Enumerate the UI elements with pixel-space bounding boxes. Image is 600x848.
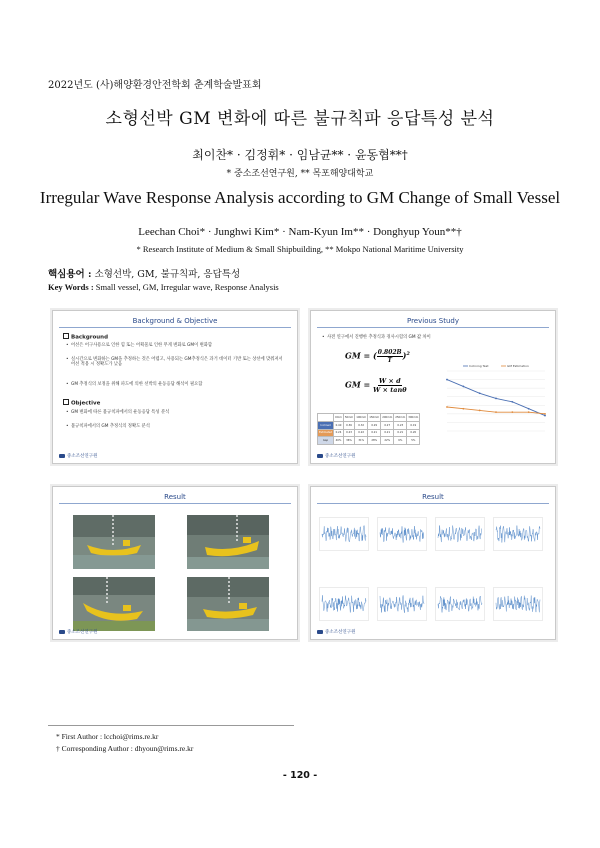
gm-comparison-table: 0mm 50mm 100mm 150mm 200mm 250mm 300mm Inclined 0.40 0.36 0.32 0.29 0.27 0.23 0.19 Estimated 0.24 0.23 0.22 0.21 0.21 0.21 0.20 Gap 40% 36% 31% 28% 22% 9% 5% (317, 413, 420, 445)
slide-logo: 중소조선연구원 (59, 453, 97, 459)
slide-title: Previous Study (406, 317, 460, 325)
english-authors: Leechan Choi* · Junghwi Kim* · Nam-Kyun Im** · Donghyup Youn**† (138, 226, 462, 238)
korean-keywords (48, 266, 240, 280)
conference-header: 2022년도 (사)해양환경안전학회 춘계학술발표회 (48, 80, 262, 91)
wave-response-plot (377, 587, 427, 621)
korean-affiliation: * 중소조선연구원, ** 목포해양대학교 (226, 169, 374, 179)
legend-entry: Inclining Test (469, 364, 489, 368)
slide-title: Result (164, 493, 186, 501)
slide-result-photos (52, 486, 298, 640)
plot-frame (378, 518, 427, 551)
data-point (511, 411, 513, 413)
korean-keywords-label: 핵심용어 : (48, 269, 92, 280)
data-point (446, 379, 448, 381)
model-ship-photo (73, 577, 155, 631)
data-point (479, 392, 481, 394)
logo-icon (317, 454, 323, 458)
model-ship-photo (187, 577, 269, 631)
list-item: • GM 추정식의 보정을 위해 파도에 의한 선박의 운동응답 해석이 필요함 (71, 382, 286, 387)
data-point (462, 408, 464, 410)
model-ship-photo (73, 515, 155, 569)
slide-rule (59, 327, 291, 328)
slide-previous-study (310, 310, 556, 464)
list-item: • 어선은 어구사용으로 인한 힘 또는 어획물로 인한 무게 변화로 GM이 변화함 (71, 343, 286, 348)
logo-icon (317, 630, 323, 634)
data-point (446, 406, 448, 408)
wave-response-plot (319, 517, 369, 551)
wave-response-plot (435, 517, 485, 551)
gm-formula-1: GM = ( $\frac{0.802B}{T}$ )$^2$ (345, 349, 410, 364)
wave-response-plot (377, 517, 427, 551)
data-point (528, 408, 530, 410)
logo-icon (59, 630, 65, 634)
background-heading: Background (63, 333, 108, 341)
slide-logo: 중소조선연구원 (59, 629, 97, 635)
data-point (462, 386, 464, 388)
wave-response-plot (493, 517, 543, 551)
korean-title: 소형선박 GM 변화에 따른 불규칙파 응답특성 분석 (105, 109, 495, 129)
list-item: • 실시간으로 변화하는 GM을 추정하는 것은 어렵고, 사용되는 GM추정식은 과거 데이터 기반 또는 상선에 맞춰져서 어선 적용 시 정확도가 낮음 (71, 357, 286, 368)
english-keywords (48, 282, 279, 292)
previous-study-note: • 사전 연구에서 진행한 추정식과 경사시험의 GM 값 차이 (327, 335, 547, 340)
slide-result-time-series (310, 486, 556, 640)
english-keywords-label: Key Words : (48, 282, 94, 292)
gm-line-chart (439, 361, 549, 441)
data-point (544, 413, 546, 415)
data-point (495, 398, 497, 400)
english-keywords-text: Small vessel, GM, Irregular wave, Response Analysis (95, 282, 279, 292)
slide-logo: 중소조선연구원 (317, 629, 355, 635)
data-point (528, 411, 530, 413)
list-item: • GM 변화에 따른 불규칙파에서의 운동응답 특성 분석 (71, 410, 286, 415)
first-author-footnote: * First Author : lcchoi@rims.re.kr (56, 732, 159, 741)
slide-background-objective (52, 310, 298, 464)
slide-rule (317, 503, 549, 504)
data-point (479, 410, 481, 412)
page-number: - 120 - (282, 770, 318, 781)
legend-entry: GM Estimation (507, 364, 529, 368)
korean-keywords-text: 소형선박, GM, 불규칙파, 응답특성 (94, 269, 241, 280)
wave-response-plot (319, 587, 369, 621)
wave-response-plot (493, 587, 543, 621)
slide-logo: 중소조선연구원 (317, 453, 355, 459)
data-point (544, 415, 546, 417)
korean-authors: 최이찬* · 김정휘* · 임남균** · 윤동협**† (192, 148, 408, 162)
footnote-separator (48, 725, 294, 726)
logo-icon (59, 454, 65, 458)
list-item: • 불규칙파에서의 GM 추정식의 정확도 분석 (71, 424, 286, 429)
gm-formula-2: GM = $\frac{W \times d}{W \times \tan\theta}$ (345, 377, 407, 394)
corresponding-author-footnote: † Corresponding Author : dhyoun@rims.re.kr (56, 744, 194, 753)
wave-response-plot (435, 587, 485, 621)
slide-rule (317, 327, 549, 328)
english-affiliation: * Research Institute of Medium & Small Shipbuilding, ** Mokpo National Maritime University (136, 244, 464, 254)
data-point (511, 401, 513, 403)
model-ship-photo (187, 515, 269, 569)
plot-frame (320, 588, 369, 621)
english-title: Irregular Wave Response Analysis according to GM Change of Small Vessel (39, 188, 561, 207)
data-point (495, 411, 497, 413)
slide-title: Background & Objective (132, 317, 218, 325)
slide-title: Result (422, 493, 444, 501)
objective-heading: Objective (63, 399, 100, 407)
slide-rule (59, 503, 291, 504)
